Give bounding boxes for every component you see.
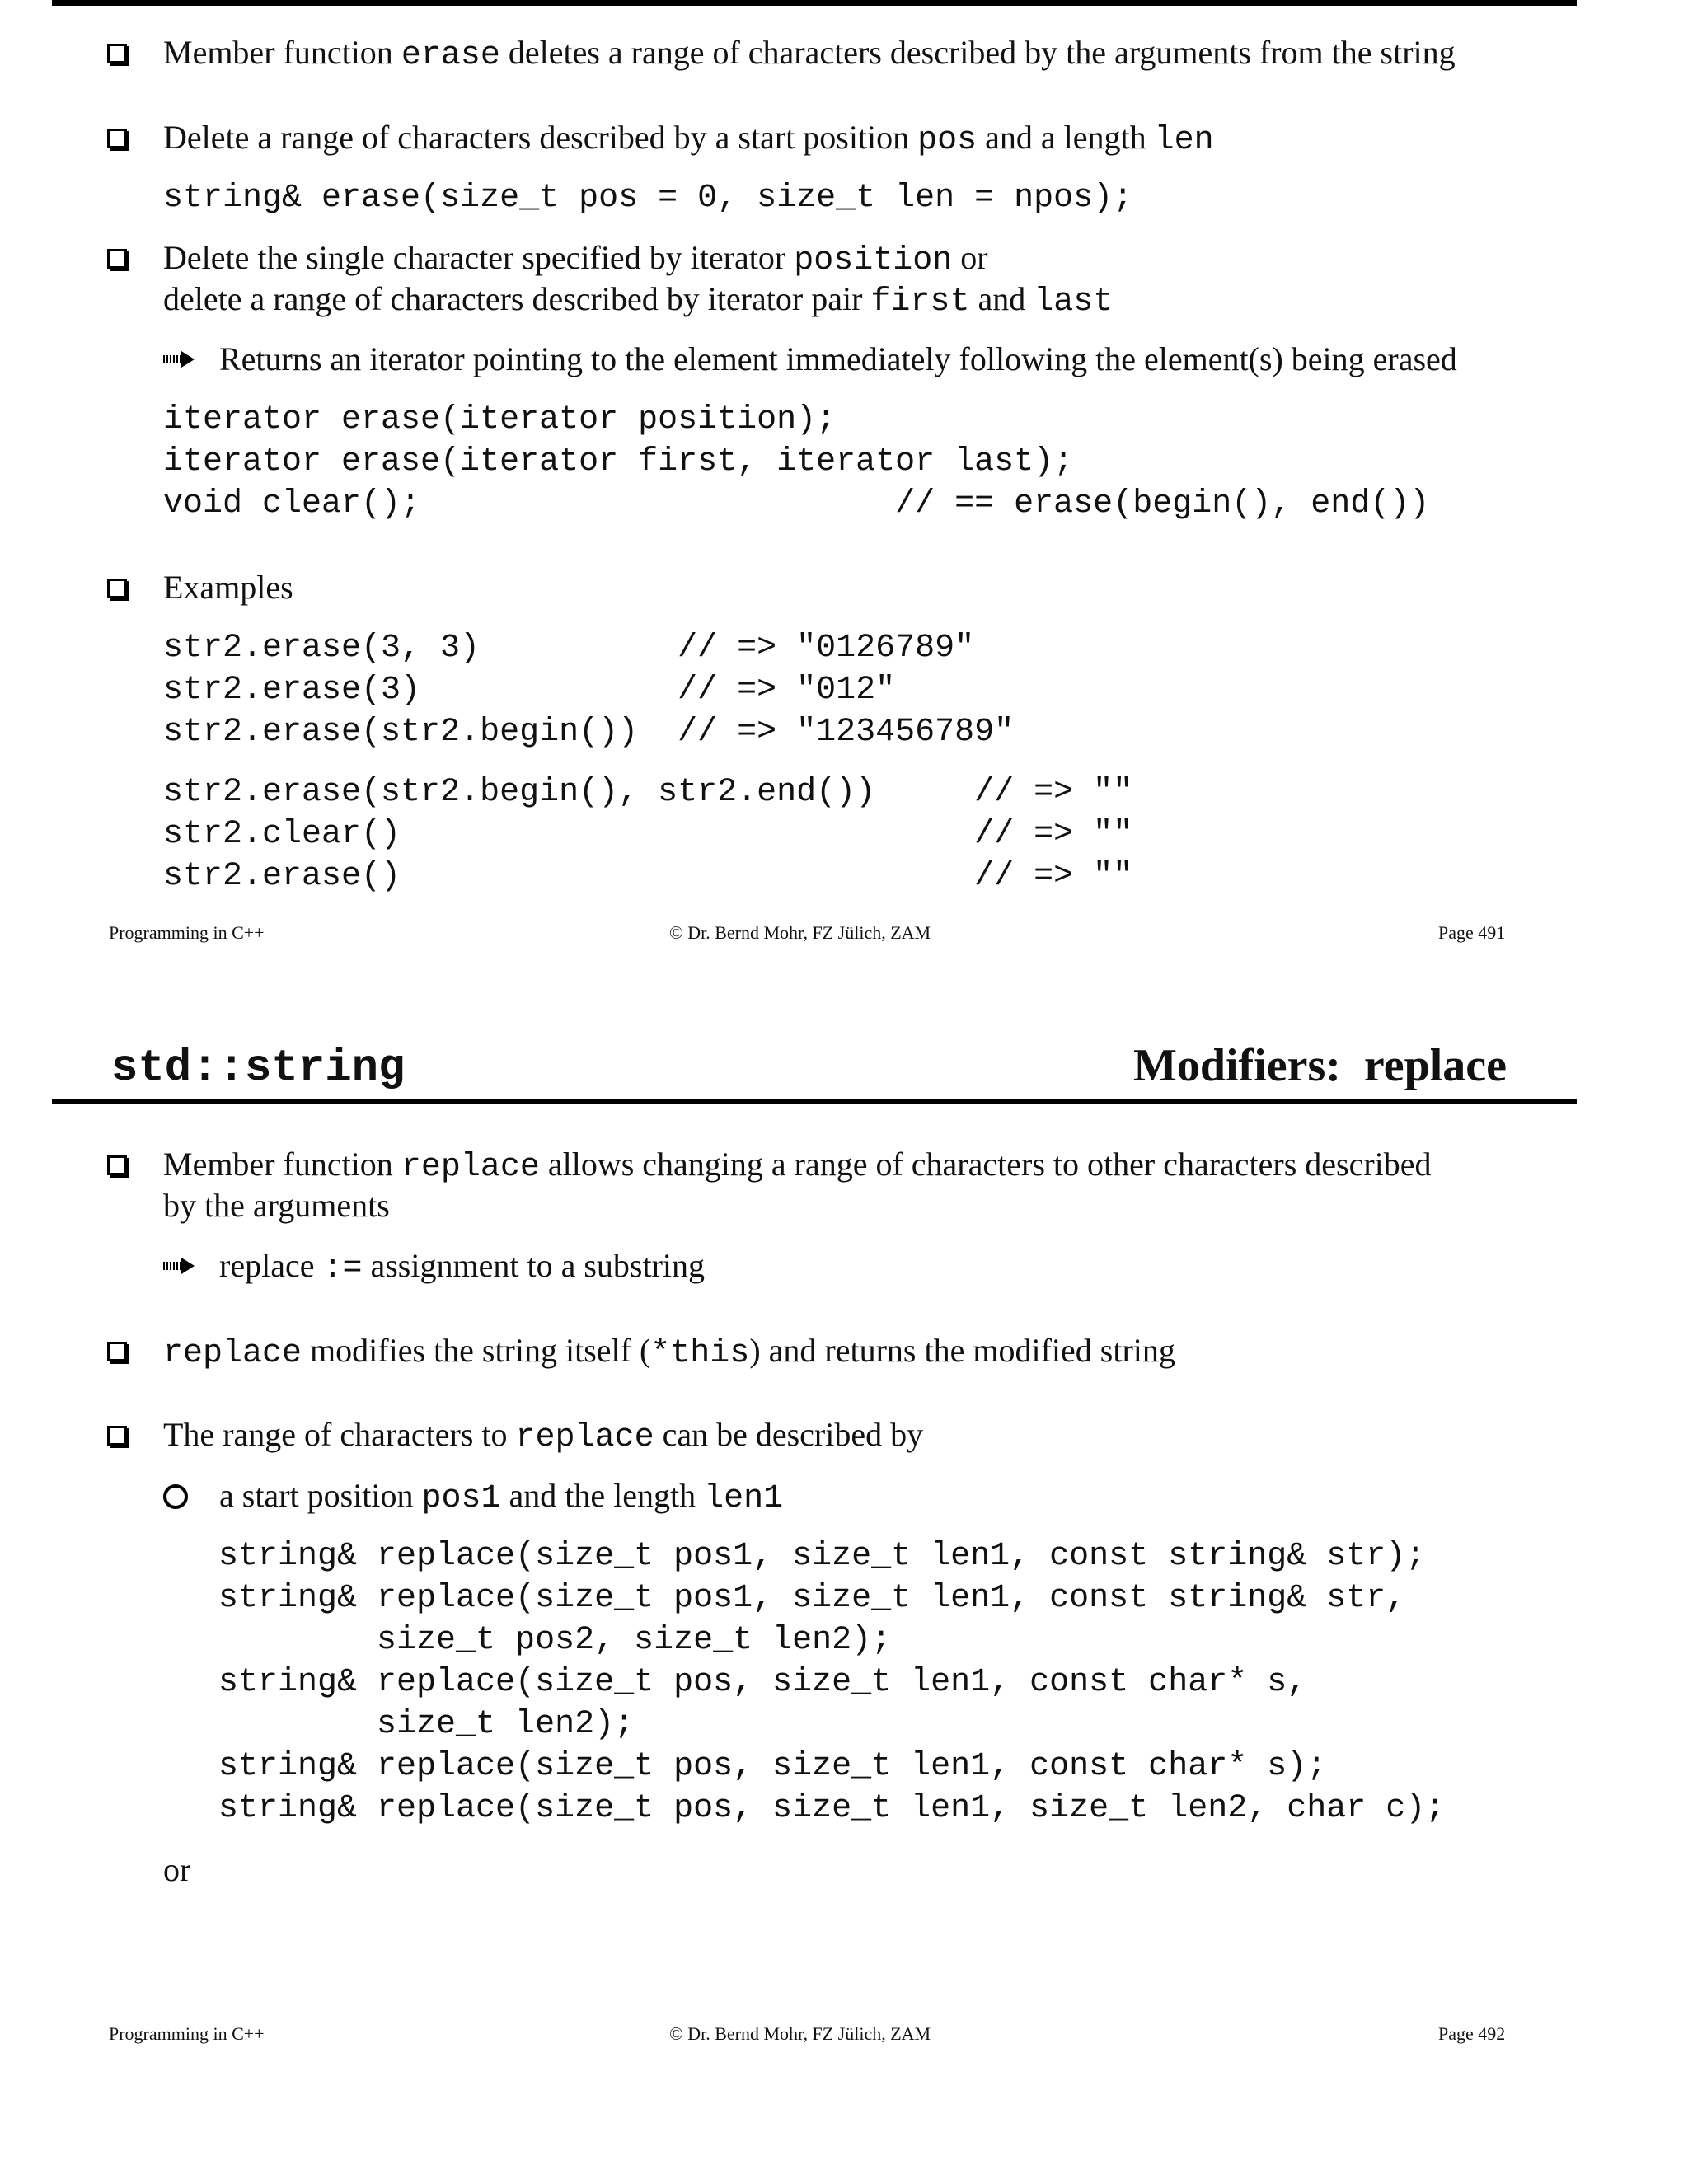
circle-bullet-icon bbox=[163, 1484, 188, 1509]
page-title-left: std::string bbox=[111, 1043, 406, 1094]
code-line: string& replace(size_t pos1, size_t len1, const string& str, bbox=[218, 1580, 1406, 1617]
footer-page-number: Page 492 bbox=[1438, 2023, 1506, 2044]
checkbox-bullet-icon bbox=[107, 44, 127, 63]
checkbox-bullet-icon bbox=[107, 1342, 127, 1361]
footer-center: © Dr. Bernd Mohr, FZ Jülich, ZAM bbox=[669, 2023, 931, 2044]
bullet-text: Member function erase deletes a range of characters described by the arguments from the string bbox=[163, 34, 1456, 74]
top-rule bbox=[52, 0, 1577, 6]
checkbox-bullet-icon bbox=[107, 129, 127, 148]
code-line: string& replace(size_t pos, size_t len1, const char* s, bbox=[218, 1664, 1307, 1701]
checkbox-bullet-icon bbox=[107, 249, 127, 269]
header-rule bbox=[52, 1099, 1577, 1104]
code-line: string& replace(size_t pos, size_t len1, const char* s); bbox=[218, 1748, 1327, 1785]
code-example: str2.erase(3, 3) // => "0126789" bbox=[163, 630, 975, 667]
code-erase-signature: string& erase(size_t pos = 0, size_t len = npos); bbox=[163, 180, 1133, 217]
footer-left: Programming in C++ bbox=[109, 2023, 265, 2044]
page-title-right: Modifiers: replace bbox=[1132, 1040, 1507, 1091]
code-line: iterator erase(iterator first, iterator last); bbox=[163, 443, 1074, 480]
code-example: str2.erase(3) // => "012" bbox=[163, 672, 896, 709]
checkbox-bullet-icon bbox=[107, 579, 127, 598]
bullet-continuation: delete a range of characters described by iterator pair first and last bbox=[163, 280, 1114, 321]
bullet-text: Delete the single character specified by iterator position or bbox=[163, 239, 988, 279]
code-example: str2.clear() // => "" bbox=[163, 816, 1133, 853]
code-line: size_t pos2, size_t len2); bbox=[218, 1622, 892, 1659]
checkbox-bullet-icon bbox=[107, 1426, 127, 1446]
code-example: str2.erase() // => "" bbox=[163, 858, 1133, 895]
code-line: iterator erase(iterator position); bbox=[163, 401, 837, 438]
code-example: str2.erase(str2.begin()) // => "123456789" bbox=[163, 714, 1015, 751]
code-line: size_t len2); bbox=[218, 1706, 635, 1743]
footer-center: © Dr. Bernd Mohr, FZ Jülich, ZAM bbox=[669, 922, 931, 943]
footer-page-number: Page 491 bbox=[1438, 922, 1506, 943]
code-example: str2.erase(str2.begin(), str2.end()) // => "" bbox=[163, 774, 1133, 811]
bullet-text: replace modifies the string itself (*this) and returns the modified string bbox=[163, 1332, 1175, 1372]
code-line: string& replace(size_t pos, size_t len1, size_t len2, char c); bbox=[218, 1790, 1446, 1827]
code-line: void clear(); // == erase(begin(), end()) bbox=[163, 485, 1430, 523]
arrow-right-icon bbox=[163, 1258, 195, 1274]
checkbox-bullet-icon bbox=[107, 1155, 127, 1175]
arrow-note-returns: Returns an iterator pointing to the element immediately following the element(s) being erased bbox=[163, 343, 1457, 376]
arrow-right-icon bbox=[163, 351, 195, 368]
bullet-text: Member function replace allows changing a range of characters to other characters described bbox=[163, 1146, 1432, 1186]
bullet-text: The range of characters to replace can be described by bbox=[163, 1416, 924, 1456]
arrow-note-assignment: replace := assignment to a substring bbox=[163, 1249, 705, 1286]
bullet-continuation: by the arguments bbox=[163, 1187, 390, 1224]
bullet-text: Delete a range of characters described by a start position pos and a length len bbox=[163, 119, 1214, 159]
code-line: string& replace(size_t pos1, size_t len1, const string& str); bbox=[218, 1538, 1426, 1575]
sub-bullet-text: a start position pos1 and the length len1 bbox=[219, 1477, 784, 1517]
footer-left: Programming in C++ bbox=[109, 922, 265, 943]
bullet-text: Examples bbox=[163, 569, 293, 606]
or-label: or bbox=[163, 1851, 191, 1888]
